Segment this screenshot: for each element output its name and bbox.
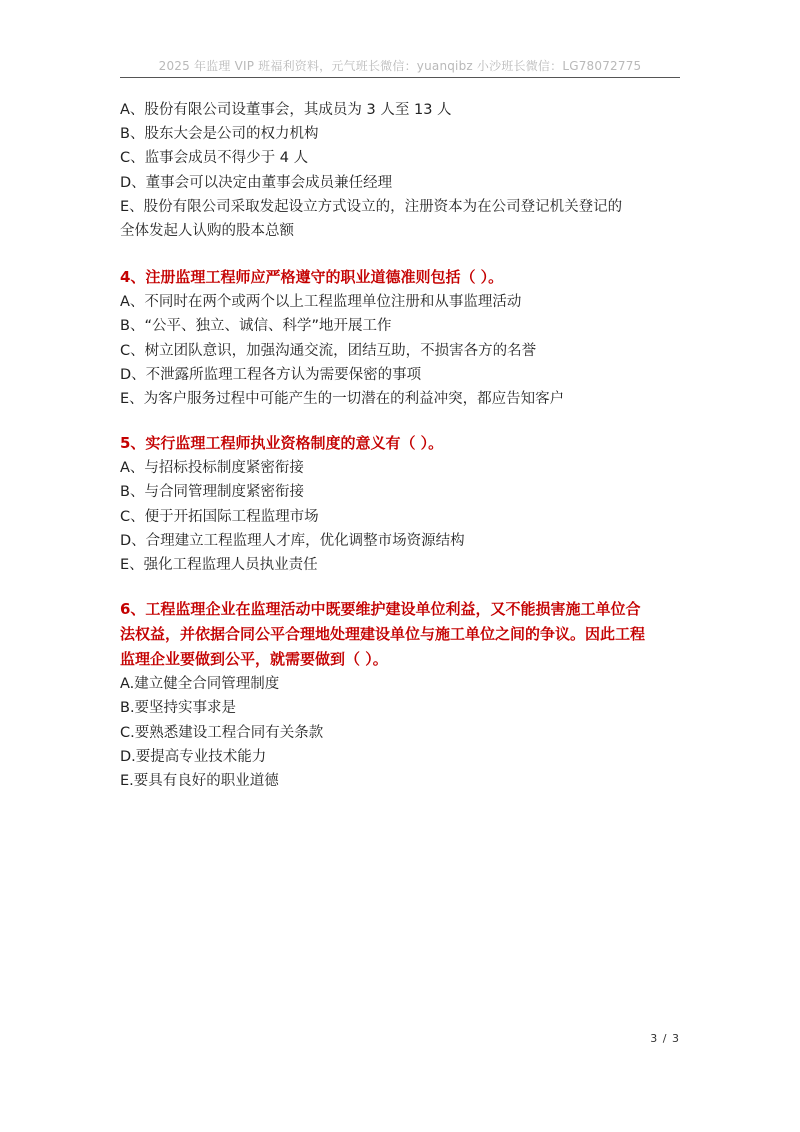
option-c: C、监事会成员不得少于 4 人: [120, 150, 309, 167]
question-6-title-line-3: 监理企业要做到公平，就需要做到（ ）。: [120, 650, 388, 669]
question-6: [120, 597, 686, 793]
question-5-option-b: B、与合同管理制度紧密衔接: [120, 484, 304, 501]
question-5-option-a: A、与招标投标制度紧密衔接: [120, 460, 304, 477]
question-5-option-e: E、强化工程监理人员执业责任: [120, 557, 318, 574]
option-a: A、股份有限公司设董事会，其成员为 3 人至 13 人: [120, 102, 452, 118]
question-6-option-a: A.建立健全合同管理制度: [120, 676, 280, 693]
option-e: E、股份有限公司采取发起设立方式设立的，注册资本为在公司登记机关登记的: [120, 198, 623, 215]
prev-question-options: [120, 98, 686, 243]
question-4-option-c: C、树立团队意识，加强沟通交流，团结互助，不损害各方的名誉: [120, 342, 537, 359]
option-d: D、董事会可以决定由董事会成员兼任经理: [120, 174, 393, 191]
header-divider: [120, 77, 680, 78]
question-5: [120, 431, 686, 577]
question-4-title: 4、注册监理工程师应严格遵守的职业道德准则包括（ ）。: [120, 268, 504, 287]
option-b: B、股东大会是公司的权力机构: [120, 126, 319, 143]
question-5-title: 5、实行监理工程师执业资格制度的意义有（ ）。: [120, 434, 444, 453]
question-6-option-c: C.要熟悉建设工程合同有关条款: [120, 724, 324, 741]
question-5-option-c: C、便于开拓国际工程监理市场: [120, 508, 319, 525]
page-header-text: 2025 年监理 VIP 班福利资料，元气班长微信：yuanqibz 小沙班长微信：LG78072775: [158, 59, 642, 73]
question-6-option-d: D.要提高专业技术能力: [120, 748, 267, 765]
option-e-continued: 全体发起人认购的股本总额: [120, 223, 294, 240]
question-6-option-b: B.要坚持实事求是: [120, 700, 237, 717]
page-number: 3 / 3: [650, 1032, 680, 1045]
document-body: [120, 98, 686, 793]
question-5-option-d: D、合理建立工程监理人才库，优化调整市场资源结构: [120, 532, 465, 549]
question-6-option-e: E.要具有良好的职业道德: [120, 773, 279, 790]
question-4-option-a: A、不同时在两个或两个以上工程监理单位注册和从事监理活动: [120, 294, 522, 311]
question-6-title-line-2: 法权益，并依据合同公平合理地处理建设单位与施工单位之间的争议。因此工程: [120, 625, 646, 644]
question-4-option-d: D、不泄露所监理工程各方认为需要保密的事项: [120, 366, 422, 383]
question-4: [120, 265, 686, 411]
question-4-option-b: B、“公平、独立、诚信、科学”地开展工作: [120, 318, 392, 335]
question-6-title-line-1: 6、工程监理企业在监理活动中既要维护建设单位利益，又不能损害施工单位合: [120, 600, 641, 619]
question-4-option-e: E、为客户服务过程中可能产生的一切潜在的利益冲突，都应告知客户: [120, 391, 565, 408]
